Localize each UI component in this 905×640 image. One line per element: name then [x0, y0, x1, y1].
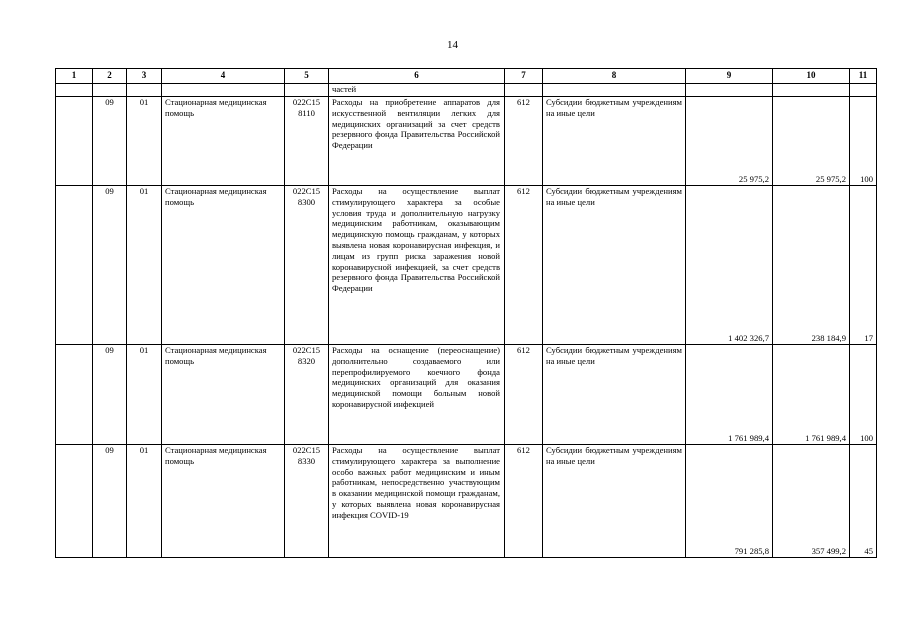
table-row: [56, 186, 877, 345]
vr-cell: 612: [505, 345, 543, 445]
recipient-cell: Субсидии бюджетным учреждениям на иные цели: [543, 97, 686, 186]
vr-cell: 612: [505, 186, 543, 345]
recipient-cell: Субсидии бюджетным учреждениям на иные цели: [543, 445, 686, 558]
column-header: 8: [543, 69, 686, 84]
table-row: [56, 97, 877, 186]
plan-cell: 1 761 989,4: [686, 345, 773, 445]
column-header: 2: [93, 69, 127, 84]
code-cell: 022С15 8110: [285, 97, 329, 186]
header-row: [56, 69, 877, 84]
plan-cell: 25 975,2: [686, 97, 773, 186]
fact-cell: 25 975,2: [773, 97, 850, 186]
table-row: [56, 345, 877, 445]
recipient-cell: Субсидии бюджетным учреждениям на иные цели: [543, 186, 686, 345]
table-row: [56, 445, 877, 558]
continuation-row: [56, 84, 877, 97]
col3-cell: 01: [127, 445, 162, 558]
percent-cell: 17: [850, 186, 877, 345]
column-header: 3: [127, 69, 162, 84]
plan-cell: 1 402 326,7: [686, 186, 773, 345]
column-header: 7: [505, 69, 543, 84]
plan-cell: 791 285,8: [686, 445, 773, 558]
col2-cell: 09: [93, 345, 127, 445]
description-cell: Расходы на оснащение (переоснащение) дополнительно создаваемого или перепрофилируемого коечного фонда медицинских организаций для оказания медицинской помощи больным новой коронавирусной инфекцией: [329, 345, 505, 445]
description-cell: Расходы на осуществление выплат стимулирующего характера за особые условия труда и дополнительную нагрузку медицинским работникам, оказывающим медицинскую помощь гражданам, у которых выявлена новая коронавирусная инфекция, и лицам из групп риска заражения новой коронавирусной инфекцией, за счет средств резервного фонда Правительства Российской Федерации: [329, 186, 505, 345]
continuation-text: частей: [329, 84, 505, 97]
section-cell: Стационарная медицинская помощь: [162, 186, 285, 345]
page-number: 14: [447, 39, 458, 51]
column-header: 4: [162, 69, 285, 84]
code-cell: 022С15 8320: [285, 345, 329, 445]
col3-cell: 01: [127, 186, 162, 345]
col3-cell: 01: [127, 97, 162, 186]
column-header: 10: [773, 69, 850, 84]
section-cell: Стационарная медицинская помощь: [162, 445, 285, 558]
fact-cell: 238 184,9: [773, 186, 850, 345]
description-cell: Расходы на приобретение аппаратов для искусственной вентиляции легких для медицинских организаций за счет средств резервного фонда Правительства Российской Федерации: [329, 97, 505, 186]
column-header: 6: [329, 69, 505, 84]
percent-cell: 100: [850, 345, 877, 445]
column-header: 1: [56, 69, 93, 84]
code-cell: 022С15 8330: [285, 445, 329, 558]
column-header: 9: [686, 69, 773, 84]
percent-cell: 100: [850, 97, 877, 186]
section-cell: Стационарная медицинская помощь: [162, 345, 285, 445]
recipient-cell: Субсидии бюджетным учреждениям на иные цели: [543, 345, 686, 445]
fact-cell: 357 499,2: [773, 445, 850, 558]
col2-cell: 09: [93, 186, 127, 345]
percent-cell: 45: [850, 445, 877, 558]
budget-table: [55, 68, 877, 558]
col2-cell: 09: [93, 97, 127, 186]
code-cell: 022С15 8300: [285, 186, 329, 345]
col2-cell: 09: [93, 445, 127, 558]
section-cell: Стационарная медицинская помощь: [162, 97, 285, 186]
column-header: 5: [285, 69, 329, 84]
fact-cell: 1 761 989,4: [773, 345, 850, 445]
col3-cell: 01: [127, 345, 162, 445]
column-header: 11: [850, 69, 877, 84]
description-cell: Расходы на осуществление выплат стимулирующего характера за выполнение особо важных работ медицинским и иным работникам, непосредственно участвующим в оказании медицинской помощи гражданам, у которых выявлена новая коронавирусная инфекция COVID-19: [329, 445, 505, 558]
vr-cell: 612: [505, 97, 543, 186]
vr-cell: 612: [505, 445, 543, 558]
